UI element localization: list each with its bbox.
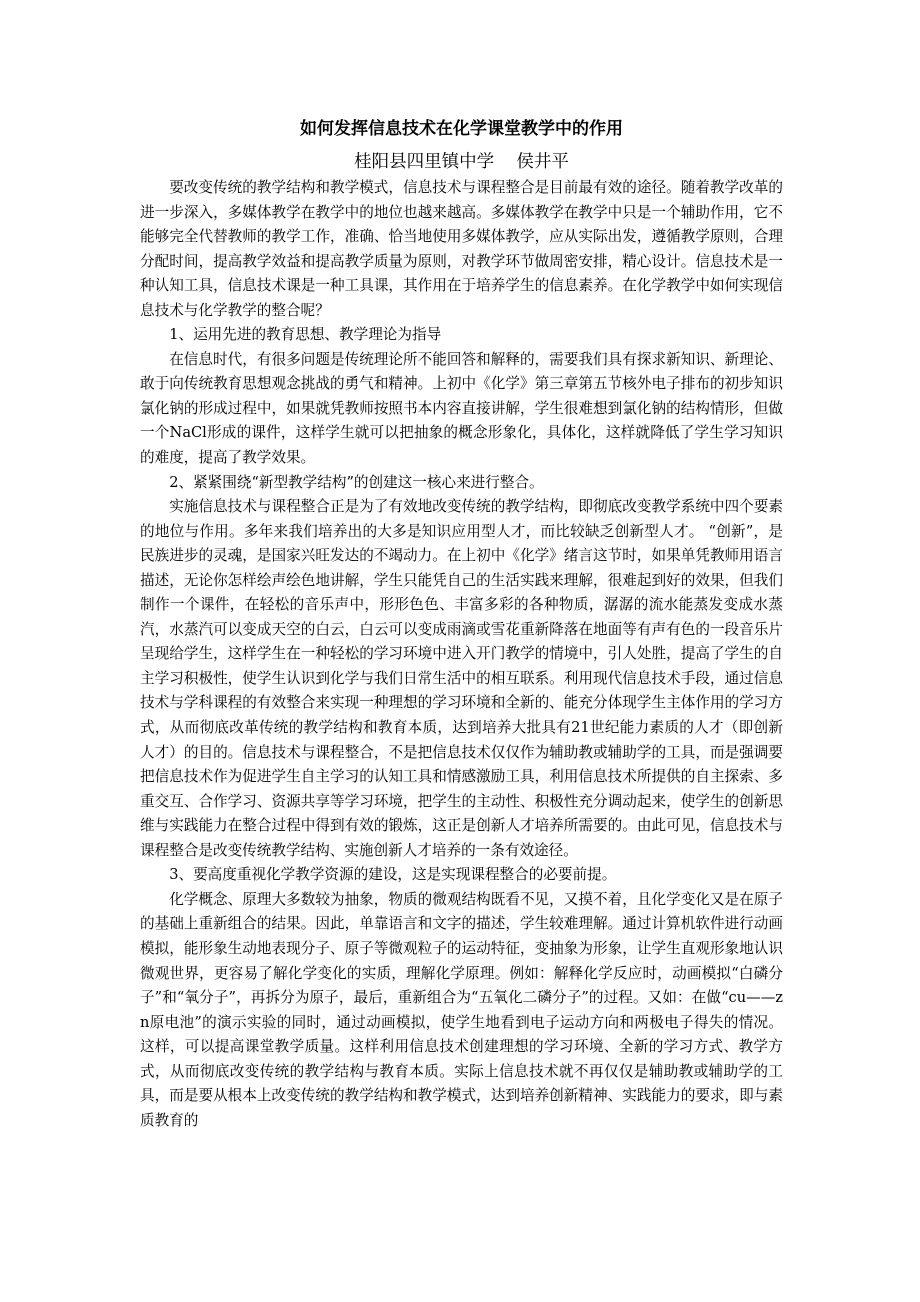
- paragraph-section-1: 在信息时代，有很多问题是传统理论所不能回答和解释的，需要我们具有探求新知识、新理论、敢于向传统教育思想观念挑战的勇气和精神。上初中《化学》第三章第五节核外电子排布的初步知识氯化钠的形成过程中，如果就凭教师按照书本内容直接讲解，学生很难想到氯化钠的结构情形，但做一个NaCl形成的课件，这样学生就可以把抽象的概念形象化，具体化，这样就降低了学生学习知识的难度，提高了教学效果。: [140, 350, 783, 467]
- section-heading-3: 3、要高度重视化学教学资源的建设，这是实现课程整合的必要前提。: [169, 866, 617, 884]
- section-heading-1: 1、运用先进的教育思想、教学理论为指导: [169, 326, 442, 344]
- document-body: [140, 114, 783, 1133]
- paragraph-section-2: 实施信息技术与课程整合正是为了有效地改变传统的教学结构，即彻底改变教学系统中四个要素的地位与作用。多年来我们培养出的大多是知识应用型人才，而比较缺乏创新型人才。 “创新”，是民族进步的灵魂，是国家兴旺发达的不竭动力。在上初中《化学》绪言这节时，如果单凭教师用语言描述，无论你怎样绘声绘色地讲解，学生只能凭自己的生活实践来理解，很难起到好的效果，但我们制作一个课件，在轻松的音乐声中，形形色色、丰富多彩的各种物质，潺潺的流水能蒸发变成水蒸汽，水蒸汽可以变成天空的白云，白云可以变成雨滴或雪花重新降落在地面等有声有色的一段音乐片呈现给学生，这样学生在一种轻松的学习环境中进入开门教学的情境中，引人处胜，提高了学生的自主学习积极性，使学生认识到化学与我们日常生活中的相互联系。利用现代信息技术手段，通过信息技术与学科课程的有效整合来实现一种理想的学习环境和全新的、能充分体现学生主体作用的学习方式，从而彻底改革传统的教学结构和教育本质，达到培养大批具有21世纪能力素质的人才（即创新人才）的目的。信息技术与课程整合，不是把信息技术仅仅作为辅助教或辅助学的工具，而是强调要把信息技术作为促进学生自主学习的认知工具和情感激励工具，利用信息技术所提供的自主探索、多重交互、合作学习、资源共享等学习环境，把学生的主动性、积极性充分调动起来，使学生的创新思维与实践能力在整合过程中得到有效的锻炼，这正是创新人才培养所需要的。由此可见，信息技术与课程整合是改变传统教学结构、实施创新人才培养的一条有效途径。: [140, 498, 783, 859]
- author-line: 桂阳县四里镇中学 侯井平: [354, 152, 569, 172]
- paragraph-section-3: 化学概念、原理大多数较为抽象，物质的微观结构既看不见，又摸不着，且化学变化又是在原子的基础上重新组合的结果。因此，单靠语言和文字的描述，学生较难理解。通过计算机软件进行动画模拟，能形象生动地表现分子、原子等微观粒子的运动特征，变抽象为形象，让学生直观形象地认识微观世界，更容易了解化学变化的实质，理解化学原理。例如：解释化学反应时，动画模拟“白磷分子”和“氧分子”，再拆分为原子，最后，重新组合为“五氧化二磷分子”的过程。又如：在做“cu——zn原电池”的演示实验的同时，通过动画模拟，使学生地看到电子运动方向和两极电子得失的情况。这样，可以提高课堂教学质量。这样利用信息技术创建理想的学习环境、全新的学习方式、教学方式，从而彻底改变传统的教学结构与教育本质。实际上信息技术就不再仅仅是辅助教或辅助学的工具，而是要从根本上改变传统的教学结构和教学模式，达到培养创新精神、实践能力的要求，即与素质教育的: [140, 890, 783, 1129]
- paragraph-intro: 要改变传统的教学结构和教学模式，信息技术与课程整合是目前最有效的途径。随着教学改革的进一步深入，多媒体教学在教学中的地位也越来越高。多媒体教学在教学中只是一个辅助作用，它不能够完全代替教师的教学工作，准确、恰当地使用多媒体教学，应从实际出发，遵循教学原则，合理分配时间，提高教学效益和提高教学质量为原则，对教学环节做周密安排，精心设计。信息技术是一种认知工具，信息技术课是一种工具课，其作用在于培养学生的信息素养。在化学教学中如何实现信息技术与化学教学的整合呢？: [140, 179, 783, 319]
- document-title: 如何发挥信息技术在化学课堂教学中的作用: [300, 119, 623, 139]
- section-heading-2: 2、紧紧围绕“新型教学结构”的创建这一核心来进行整合。: [169, 473, 544, 491]
